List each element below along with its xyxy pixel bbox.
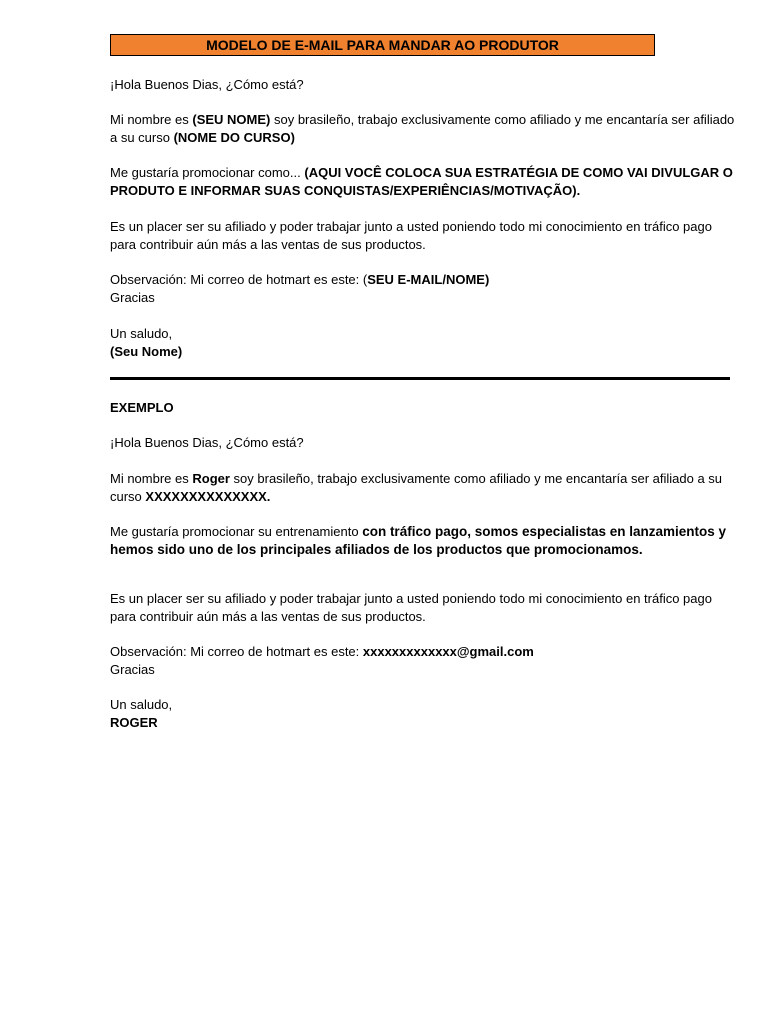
example-course: XXXXXXXXXXXXXX. (145, 489, 271, 504)
text: Me gustaría promocionar como... (110, 165, 305, 180)
example-heading: EXEMPLO (110, 400, 174, 415)
placeholder-course: (NOME DO CURSO) (173, 130, 295, 145)
example-paragraph-1 (110, 470, 735, 506)
example-strategy: con tráfico pago, somos especialistas en lanzamientos y hemos sido uno de los principales afiliados de los productos que promocionamos. (110, 524, 727, 557)
section-divider (110, 377, 730, 380)
document-title: MODELO DE E-MAIL PARA MANDAR AO PRODUTOR (110, 34, 655, 56)
text: Observación: Mi correo de hotmart es este: ( (110, 272, 368, 287)
example-closing: Un saludo, (110, 697, 173, 712)
example-greeting: ¡Hola Buenos Dias, ¿Cómo está? (110, 435, 304, 450)
placeholder-name: (SEU NOME) (192, 112, 271, 127)
template-observation (110, 271, 735, 289)
text: Mi nombre es (110, 112, 193, 127)
example-observation (110, 643, 735, 661)
text: soy brasileño, trabajo exclusivamente como afiliado y me encantaría ser afiliado a su curso (110, 112, 735, 145)
text: soy brasileño, trabajo exclusivamente como afiliado y me encantaría ser afiliado a su curso (110, 471, 723, 504)
template-paragraph-2 (110, 164, 735, 200)
template-paragraph-1 (110, 111, 735, 147)
example-signature: ROGER (110, 715, 158, 730)
placeholder-strategy: (AQUI VOCÊ COLOCA SUA ESTRATÉGIA DE COMO VAI DIVULGAR O PRODUTO E INFORMAR SUAS CONQUISTAS/EXPERIÊNCIAS/MOTIVAÇÃO). (110, 165, 733, 198)
example-email: xxxxxxxxxxxxx@gmail.com (362, 644, 534, 659)
template-thanks: Gracias (110, 290, 155, 305)
example-paragraph-2 (110, 523, 735, 559)
template-signature: (Seu Nome) (110, 344, 183, 359)
example-thanks: Gracias (110, 662, 155, 677)
template-paragraph-3: Es un placer ser su afiliado y poder trabajar junto a usted poniendo todo mi conocimiento en tráfico pago para contribuir aún más a las ventas de sus productos. (110, 219, 712, 252)
text: Mi nombre es (110, 471, 193, 486)
example-paragraph-3: Es un placer ser su afiliado y poder trabajar junto a usted poniendo todo mi conocimiento en tráfico pago para contribuir aún más a las ventas de sus productos. (110, 591, 712, 624)
example-name: Roger (192, 471, 230, 486)
text: Observación: Mi correo de hotmart es este: (110, 644, 363, 659)
template-closing: Un saludo, (110, 326, 173, 341)
text: Me gustaría promocionar su entrenamiento (110, 524, 363, 539)
placeholder-email: SEU E-MAIL/NOME) (367, 272, 490, 287)
template-greeting: ¡Hola Buenos Dias, ¿Cómo está? (110, 77, 304, 92)
